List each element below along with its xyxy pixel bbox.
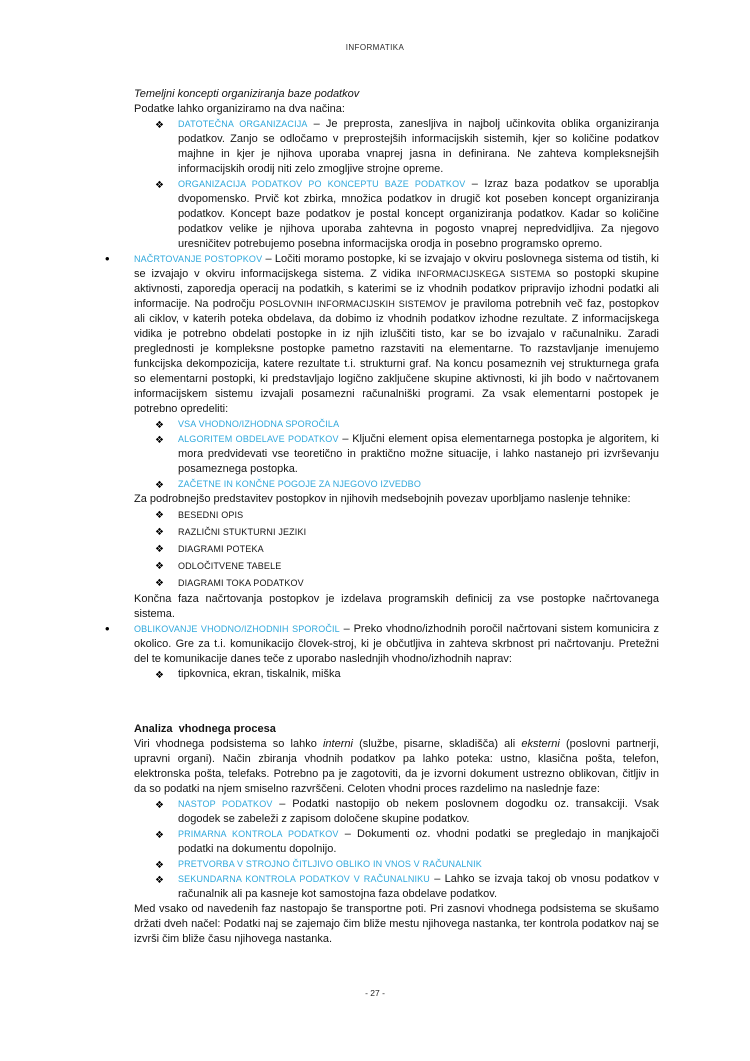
phase-item — [134, 872, 659, 902]
list-item-text — [178, 827, 659, 857]
term-highlight: SEKUNDARNA KONTROLA PODATKOV V RAČUNALNIKU — [178, 874, 430, 884]
paragraph-viri — [134, 737, 659, 797]
technique-label: BESEDNI OPIS — [178, 510, 244, 520]
diamond-bullet-icon: ❖ — [155, 526, 164, 538]
term-highlight: VSA VHODNO/IZHODNA SPOROČILA — [178, 419, 340, 429]
dot-bullet-icon: • — [105, 251, 110, 266]
technique-label: RAZLIČNI STUKTURNI JEZIKI — [178, 527, 307, 537]
list-item-text — [178, 177, 659, 252]
dot-bullet-icon: • — [105, 621, 110, 636]
body-text: – Preko vhodno/izhodnih poročil načrtovani sistem komunicira z okolico. Gre za t.i. komunikacijo človek-stroj, ki je občutljiva in zahteva skrbnost pri načrtovanju. Pretežni del te komunikacije danes teče z uporabo naslednjih vhodno/izhodnih naprav: — [134, 623, 660, 665]
diamond-bullet-icon: ❖ — [155, 560, 164, 572]
list-item-text — [178, 117, 659, 177]
technique-label: ODLOČITVENE TABELE — [178, 561, 282, 571]
term-highlight: PRIMARNA KONTROLA PODATKOV — [178, 829, 339, 839]
top-bullet-nacrtovanje — [105, 251, 660, 622]
section-title: Temeljni koncepti organiziranja baze podatkov — [134, 88, 360, 100]
diamond-bullet-icon: ❖ — [155, 859, 164, 871]
smallcaps-inline: INFORMACIJSKEGA SISTEMA — [416, 269, 551, 279]
diamond-bullet-icon: ❖ — [155, 874, 164, 886]
term-highlight: OBLIKOVANJE VHODNO/IZHODNIH SPOROČIL — [134, 624, 340, 634]
italic-inline: interni — [322, 738, 353, 750]
devices-text: tipkovnica, ekran, tiskalnik, miška — [178, 668, 341, 680]
smallcaps-inline: POSLOVNIH INFORMACIJSKIH SISTEMOV — [259, 299, 447, 309]
sub-list-item-devices — [134, 667, 659, 682]
body-text: Viri vhodnega podsistema so lahko — [134, 738, 323, 750]
technique-item — [134, 507, 659, 524]
list-item-file-organization — [134, 117, 659, 177]
paragraph-oblikovanje — [134, 622, 659, 667]
list-item-text — [178, 857, 659, 872]
list-item-text — [178, 477, 659, 492]
diamond-bullet-icon: ❖ — [155, 419, 164, 431]
list-item-database-concept — [134, 177, 659, 252]
phase-item — [134, 827, 659, 857]
list-item-text — [178, 417, 659, 432]
diamond-bullet-icon: ❖ — [155, 509, 164, 521]
intro-lead: Podatke lahko organiziramo na dva načina: — [134, 103, 345, 115]
term-highlight: NASTOP PODATKOV — [178, 799, 273, 809]
technique-item — [134, 575, 659, 592]
top-bullet-oblikovanje — [105, 621, 660, 682]
body-text: – Lahko se izvaja takoj ob vnosu podatkov v računalnik ali pa kasneje kot samostojna faza obdelave podatkov. — [178, 873, 660, 900]
diamond-bullet-icon: ❖ — [155, 799, 164, 811]
diamond-bullet-icon: ❖ — [155, 479, 164, 491]
diamond-bullet-icon: ❖ — [155, 119, 164, 131]
technique-item — [134, 524, 659, 541]
body-text: – Ključni element opisa elementarnega postopka je algoritem, ki mora predvidevati vse teoretično in praktično možne situacije, i lahko nastanejo pri izvrševanju posameznega postopka. — [178, 433, 659, 475]
body-text: – Ločiti moramo postopke, ki se izvajajo v okviru poslovnega sistema od tistih, ki se izvajajo v okviru informacijskega sistema. Z vidika — [134, 253, 659, 280]
phase-item — [134, 797, 659, 827]
technique-label: DIAGRAMI TOKA PODATKOV — [178, 578, 304, 588]
body-text: so postopki skupine aktivnosti, zaporedja operacij na podatkih, s katerimi se iz vhodnih podatkov pripravijo izhodni podatki ali informacije. Na področju — [134, 268, 660, 310]
technique-item — [134, 541, 659, 558]
diamond-bullet-icon: ❖ — [155, 434, 164, 446]
diamond-bullet-icon: ❖ — [155, 543, 164, 555]
technique-label: DIAGRAMI POTEKA — [178, 544, 264, 554]
sub-list-item — [134, 477, 659, 492]
body-text: (poslovni partnerji, upravni organi). Način zbiranja vhodnih podatkov pa lahko poteka: ustno, klasična pošta, telefon, elektronska pošta, telefaks. Potrebno pa je zagotoviti, da je izvorni dokument ustrezno oblikovan, čitljiv in da so podatki na njem smiselno razvrščeni. Celoten vhodni proces razdelimo na naslednje faze: — [134, 738, 659, 795]
term-highlight: ALGORITEM OBDELAVE PODATKOV — [178, 434, 339, 444]
page-content — [105, 87, 660, 947]
diamond-bullet-icon: ❖ — [155, 179, 164, 191]
body-text: (službe, pisarne, skladišča) ali — [352, 738, 522, 750]
page-number: - 27 - — [365, 988, 385, 998]
sub-list-item — [134, 417, 659, 432]
analiza-closing: Med vsako od navedenih faz nastopajo še transportne poti. Pri zasnovi vhodnega podsistema se skušamo držati dveh načel: Podatki naj se zajemajo čim bliže mestu njihovega nastanka, ter kontrola podatkov naj se izvrši čim bliže času njihovega nastanka. — [134, 903, 659, 945]
section-analiza — [134, 722, 659, 947]
term-highlight: DATOTEČNA ORGANIZACIJA — [178, 119, 308, 129]
body-text: je praviloma potrebnih več faz, postopkov ali ciklov, v katerih poteka obdelava, da dobimo iz vhodnih podatkov izhodne rezultate. Z informacijskega vidika je potrebno obdelati postopke in iz njih izluščiti tisto, kar se bo izvajalo v računalniku. Zaradi preglednosti je kompleksne postopke pametno razstaviti na elementarne. To razstavljanje imenujemo funkcijska dekompozicija, katere rezultate t.i. strukturni graf. Na koncu posameznih vej strukturnega grafa so elementarni postopki, ki predstavljajo logično zaključene skupine aktivnosti, ki jih bodo v načrtovanem informacijskem sistemu izvajali posamezni računalniški programi. Za vsak elementarni postopek je potrebno opredeliti: — [134, 298, 659, 415]
paragraph-nacrtovanje — [134, 252, 659, 417]
term-highlight: PRETVORBA V STROJNO ČITLJIVO OBLIKO IN VNOS V RAČUNALNIK — [178, 859, 482, 869]
body-text: – Je preprosta, zanesljiva in najbolj učinkovita oblika organiziranja podatkov. Zanjo se odločamo v preprostejših informacijskih sistemih, kjer so količine podatkov majhne in kjer je njihova uporaba vnaprej jasna in definirana. Ne zahteva kompleksnejših informacijskih orodij niti zelo zmogljive strojne opreme. — [178, 118, 659, 175]
body-text: – Podatki nastopijo ob nekem poslovnem dogodku oz. transakciji. Vsak dogodek se zabeleži z zapisom določene skupine podatkov. — [178, 798, 659, 825]
nacrtovanje-closing: Končna faza načrtovanja postopkov je izdelava programskih definicij za vse postopke načrtovanega sistema. — [134, 593, 659, 620]
body-text: – Dokumenti oz. vhodni podatki se pregledajo in manjkajoči podatki na dokumentu dopolnijo. — [178, 828, 659, 855]
italic-inline: eksterni — [521, 738, 560, 750]
running-header: INFORMATIKA — [345, 43, 405, 52]
technique-item — [134, 558, 659, 575]
term-highlight: ZAČETNE IN KONČNE POGOJE ZA NJEGOVO IZVEDBO — [178, 479, 421, 489]
sub-list-item — [134, 432, 659, 477]
diamond-bullet-icon: ❖ — [155, 577, 164, 589]
term-highlight: NAČRTOVANJE POSTOPKOV — [134, 254, 263, 264]
term-highlight: ORGANIZACIJA PODATKOV PO KONCEPTU BAZE PODATKOV — [178, 179, 466, 189]
list-item-text — [178, 432, 659, 477]
techniques-intro: Za podrobnejšo predstavitev postopkov in njihovih medsebojnih povezav uporbljamo naslenje tehnike: — [134, 493, 631, 505]
body-text: – Izraz baza podatkov se uporablja dvopomensko. Prvič kot zbirka, množica podatkov in drugič kot poseben koncept organiziranja podatkov. Koncept baze podatkov je postal koncept organiziranja podatkov. Kadar so količine podatkov velike je njihova uporaba zahtevna in pogosto vnaprej nepredvidljiva. Za njegovo uresničitev potrebujemo posebna informacijska orodja in posebno programsko opremo. — [178, 178, 659, 250]
diamond-bullet-icon: ❖ — [155, 829, 164, 841]
diamond-bullet-icon: ❖ — [155, 669, 164, 681]
section-heading: Analiza vhodnega procesa — [134, 723, 276, 735]
list-item-text — [178, 872, 659, 902]
list-item-text — [178, 797, 659, 827]
phase-item — [134, 857, 659, 872]
